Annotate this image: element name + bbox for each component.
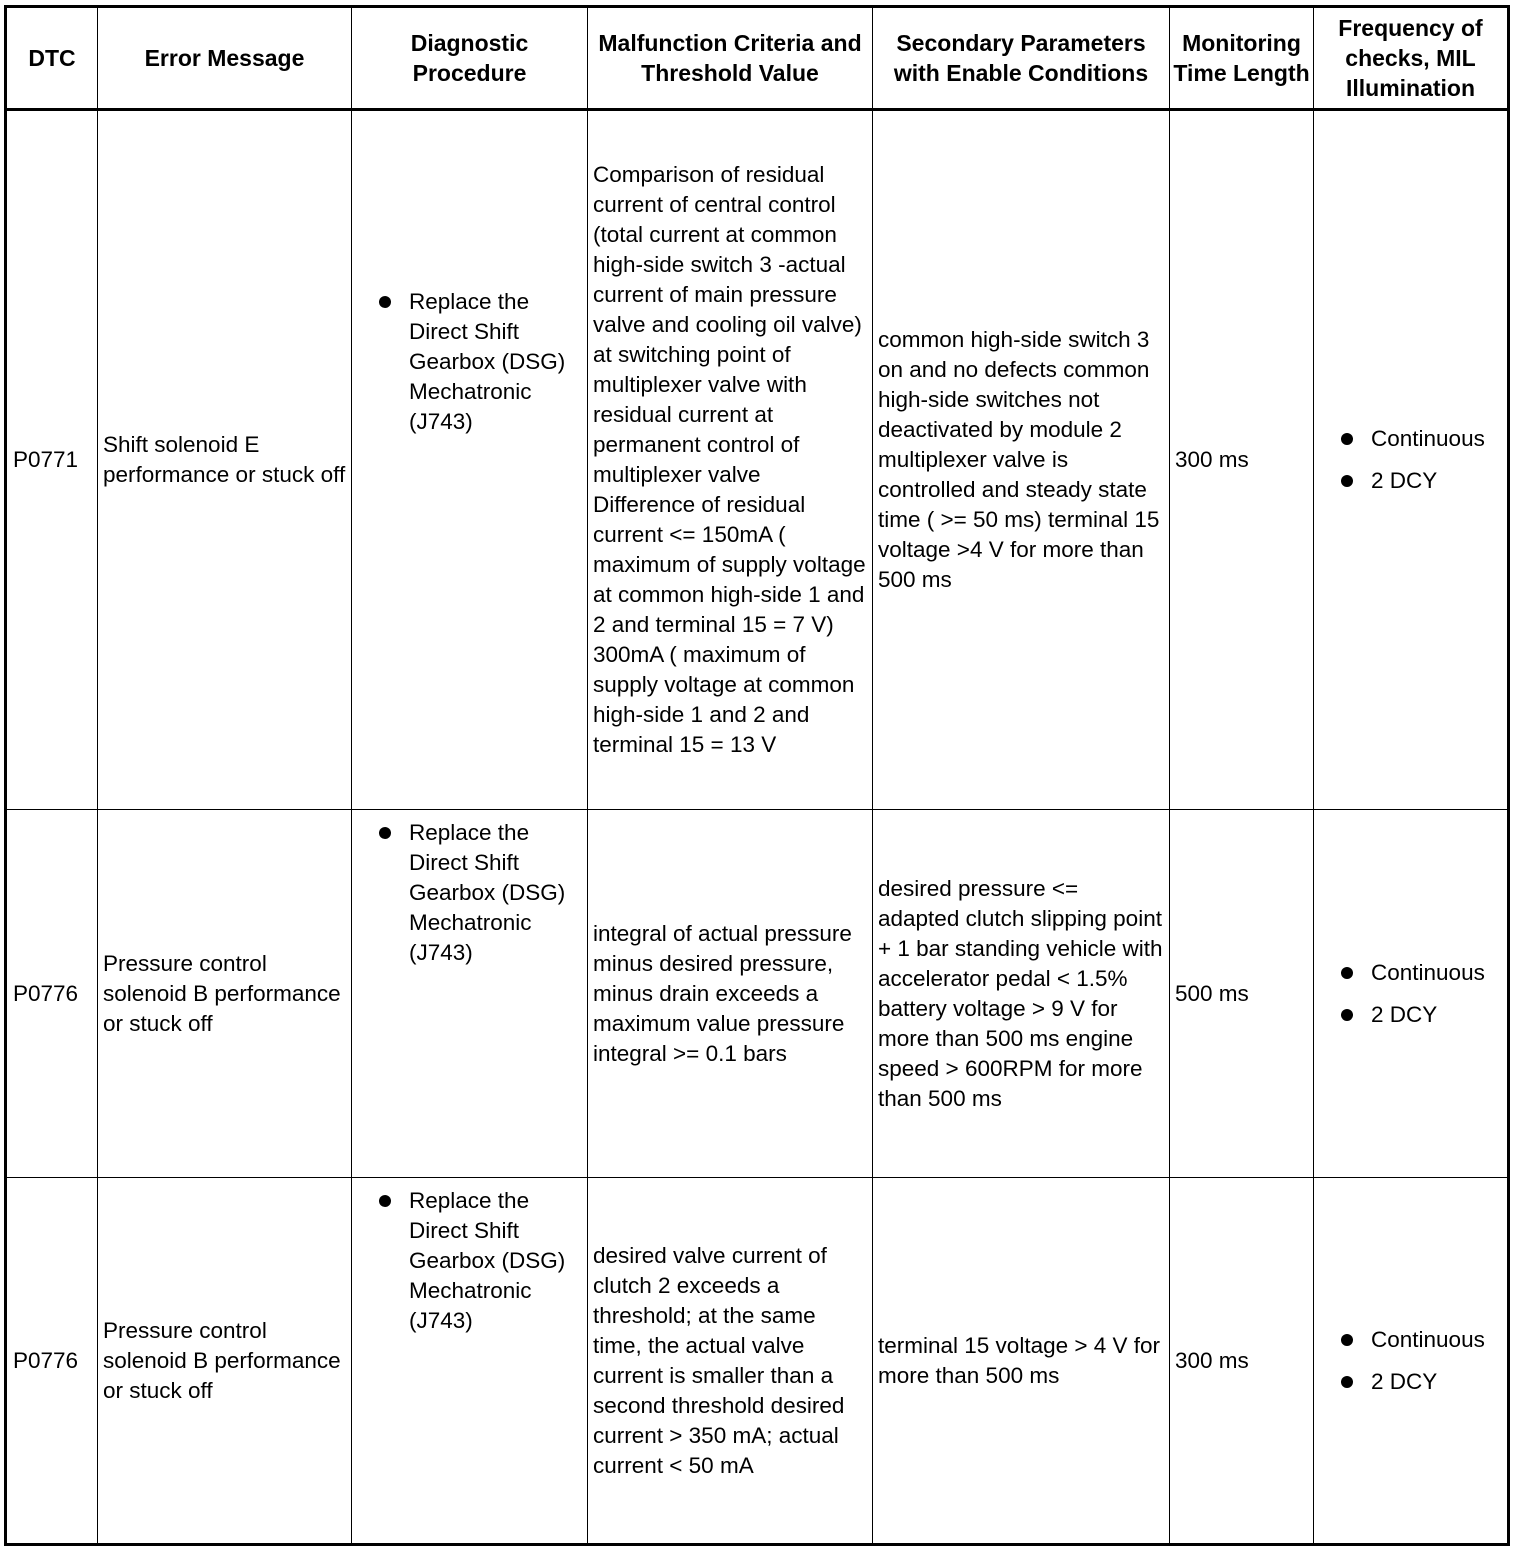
malfunction-criteria: Comparison of residual current of central control (total current at common high-side switch 3 -actual current of main pressure valve and cooling oil valve) at switching point of multiplexer valve with residual current at permanent control of multiplexer valve Difference of residual current <= 150mA ( maximum of supply voltage at common high-side 1 and 2 and terminal 15 = 7 V) 300mA ( maximum of supply voltage at common high-side 1 and 2 and terminal 15 = 13 V xyxy=(588,110,873,810)
procedure-item: Replace the Direct Shift Gearbox (DSG) Mechatronic (J743) xyxy=(357,287,582,437)
dtc-table xyxy=(4,5,1510,1546)
dtc-code: P0776 xyxy=(6,1178,98,1545)
diagnostic-procedure xyxy=(352,810,588,1178)
malfunction-criteria: desired valve current of clutch 2 exceeds a threshold; at the same time, the actual valve current is smaller than a second threshold desired current > 350 mA; actual current < 50 mA xyxy=(588,1178,873,1545)
monitoring-time: 500 ms xyxy=(1170,810,1314,1178)
frequency xyxy=(1314,110,1509,810)
secondary-parameters: desired pressure <= adapted clutch slipping point + 1 bar standing vehicle with accelerator pedal < 1.5% battery voltage > 9 V for more than 500 ms engine speed > 600RPM for more than 500 ms xyxy=(873,810,1170,1178)
frequency-item-dcy: 2 DCY xyxy=(1319,1367,1502,1397)
error-message: Shift solenoid E performance or stuck off xyxy=(98,110,352,810)
table-row xyxy=(6,110,1509,810)
header-diagnostic-procedure: Diagnostic Procedure xyxy=(352,7,588,110)
frequency xyxy=(1314,810,1509,1178)
header-dtc: DTC xyxy=(6,7,98,110)
diagnostic-procedure xyxy=(352,1178,588,1545)
secondary-parameters: common high-side switch 3 on and no defects common high-side switches not deactivated by module 2 multiplexer valve is controlled and steady state time ( >= 50 ms) terminal 15 voltage >4 V for more than 500 ms xyxy=(873,110,1170,810)
procedure-item: Replace the Direct Shift Gearbox (DSG) Mechatronic (J743) xyxy=(357,1186,582,1336)
table-row xyxy=(6,810,1509,1178)
error-message: Pressure control solenoid B performance or stuck off xyxy=(98,1178,352,1545)
table-row xyxy=(6,1178,1509,1545)
header-frequency: Frequency of checks, MIL Illumination xyxy=(1314,7,1509,110)
header-row xyxy=(6,7,1509,110)
frequency-item-continuous: Continuous xyxy=(1319,424,1502,454)
header-malfunction-criteria: Malfunction Criteria and Threshold Value xyxy=(588,7,873,110)
frequency-item-continuous: Continuous xyxy=(1319,958,1502,988)
dtc-code: P0771 xyxy=(6,110,98,810)
procedure-item: Replace the Direct Shift Gearbox (DSG) Mechatronic (J743) xyxy=(357,818,582,968)
frequency-item-continuous: Continuous xyxy=(1319,1325,1502,1355)
frequency-item-dcy: 2 DCY xyxy=(1319,466,1502,496)
monitoring-time: 300 ms xyxy=(1170,110,1314,810)
dtc-code: P0776 xyxy=(6,810,98,1178)
frequency xyxy=(1314,1178,1509,1545)
header-monitoring-time: Monitoring Time Length xyxy=(1170,7,1314,110)
monitoring-time: 300 ms xyxy=(1170,1178,1314,1545)
malfunction-criteria: integral of actual pressure minus desired pressure, minus drain exceeds a maximum value pressure integral >= 0.1 bars xyxy=(588,810,873,1178)
header-secondary-parameters: Secondary Parameters with Enable Conditions xyxy=(873,7,1170,110)
frequency-item-dcy: 2 DCY xyxy=(1319,1000,1502,1030)
header-error-message: Error Message xyxy=(98,7,352,110)
diagnostic-procedure xyxy=(352,110,588,810)
error-message: Pressure control solenoid B performance or stuck off xyxy=(98,810,352,1178)
secondary-parameters: terminal 15 voltage > 4 V for more than 500 ms xyxy=(873,1178,1170,1545)
